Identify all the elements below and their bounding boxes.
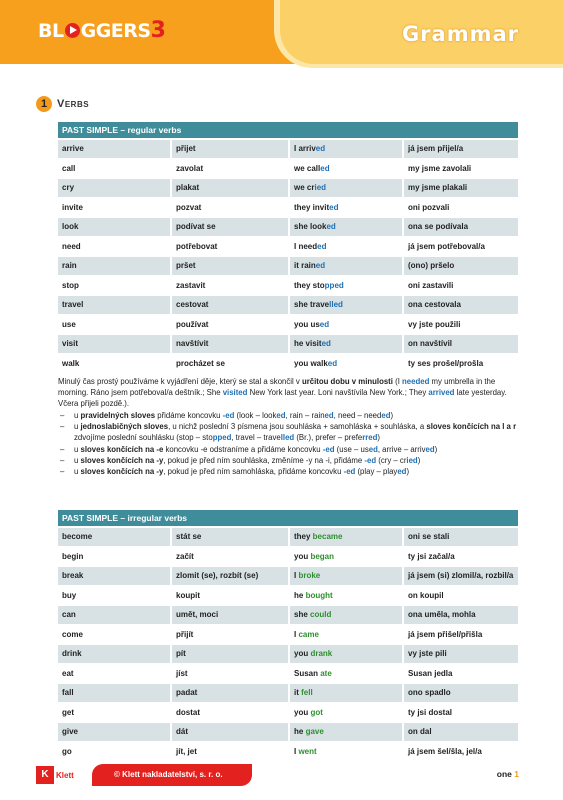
past-form-stem: we cr xyxy=(294,183,315,192)
past-form-stem: they invit xyxy=(294,202,330,212)
example-verb: arrived xyxy=(428,388,455,398)
past-form-stem: you us xyxy=(294,319,320,329)
rule-text: sloves končících na -y xyxy=(80,455,164,465)
past-form-verb: became xyxy=(312,532,343,541)
infinitive-cell: use xyxy=(58,316,170,334)
rule-text: sloves končících na -e xyxy=(80,444,164,454)
translation-cell: dát xyxy=(172,723,288,741)
past-form-ending: ed xyxy=(315,261,326,270)
page-word: one xyxy=(496,769,512,779)
table-row xyxy=(58,275,518,295)
infinitive-cell: fall xyxy=(58,684,170,702)
infinitive-cell: look xyxy=(58,218,170,236)
rule-text: (Br.), prefer – prefe xyxy=(294,433,363,443)
copyright-banner: © Klett nakladatelství, s. r. o. xyxy=(92,764,252,786)
table-row xyxy=(58,721,518,741)
rule-text: -ed xyxy=(222,411,235,420)
infinitive-cell: call xyxy=(58,160,170,178)
rule-text: přidáme koncovku xyxy=(155,411,223,420)
rule-item xyxy=(58,466,518,477)
table-row xyxy=(58,526,518,546)
example-verb: visited xyxy=(222,388,248,398)
czech-past-cell: ona cestovala xyxy=(404,296,518,314)
past-form-cell xyxy=(290,179,402,197)
rule-text: -ed xyxy=(364,455,377,465)
infinitive-cell: become xyxy=(58,528,170,546)
rule-text: (use – us xyxy=(334,444,369,454)
translation-cell: pozvat xyxy=(172,199,288,217)
past-form-stem: she look xyxy=(294,222,327,231)
rule-text: ed xyxy=(276,411,286,420)
rule-text: ed xyxy=(381,411,391,420)
irregular-table-title: PAST SIMPLE – irregular verbs xyxy=(58,510,518,526)
translation-cell: dostat xyxy=(172,704,288,722)
past-form-subject: he xyxy=(294,727,306,736)
regular-verbs-table xyxy=(58,122,518,372)
past-form-verb: went xyxy=(298,746,317,756)
czech-past-cell: on dal xyxy=(404,723,518,741)
czech-past-cell: Susan jedla xyxy=(404,665,518,683)
czech-past-cell: já jsem přišel/přišla xyxy=(404,626,518,644)
past-form-verb: ate xyxy=(320,668,332,678)
past-form-ending: ed xyxy=(329,202,339,212)
czech-past-cell: oni pozvali xyxy=(404,199,518,217)
translation-cell: stát se xyxy=(172,528,288,546)
past-form-subject: I xyxy=(294,746,299,756)
past-form-ending: pped xyxy=(324,280,344,290)
rule-item xyxy=(58,410,518,421)
rule-text: sloves končících na l a r xyxy=(426,422,517,432)
past-form-ending: ed xyxy=(321,339,331,348)
czech-past-cell: oni se stali xyxy=(404,528,518,546)
klett-logo xyxy=(36,766,74,784)
infinitive-cell: give xyxy=(58,723,170,741)
czech-past-cell: on koupil xyxy=(404,587,518,605)
rule-text: pped xyxy=(212,433,232,443)
czech-past-cell: já jsem přijel/a xyxy=(404,140,518,158)
rule-text: lled xyxy=(280,433,295,443)
past-form-cell xyxy=(290,335,402,353)
past-form-subject: I xyxy=(294,571,299,580)
translation-cell: jíst xyxy=(172,665,288,683)
past-form-ending: ed xyxy=(326,222,336,231)
table-row xyxy=(58,682,518,702)
past-form-subject: Susan xyxy=(294,668,321,678)
table-row xyxy=(58,216,518,236)
czech-past-cell: já jsem potřeboval/a xyxy=(404,238,518,256)
rule-text: (cry – cr xyxy=(376,455,407,465)
czech-past-cell: vy jste pili xyxy=(404,645,518,663)
translation-cell: podívat se xyxy=(172,218,288,236)
past-form-verb: broke xyxy=(298,571,321,580)
czech-past-cell: ty jsi začal/a xyxy=(404,548,518,566)
infinitive-cell: visit xyxy=(58,335,170,353)
play-icon xyxy=(65,23,80,38)
past-form-subject: he xyxy=(294,590,306,600)
regular-table-body xyxy=(58,138,518,372)
past-form-cell xyxy=(290,277,402,295)
czech-past-cell: vy jste použili xyxy=(404,316,518,334)
infinitive-cell: begin xyxy=(58,548,170,566)
table-row xyxy=(58,255,518,275)
translation-cell: používat xyxy=(172,316,288,334)
past-form-cell xyxy=(290,548,402,566)
past-form-subject: you xyxy=(294,551,311,561)
table-row xyxy=(58,585,518,605)
table-row xyxy=(58,197,518,217)
infinitive-cell: buy xyxy=(58,587,170,605)
past-form-verb: gave xyxy=(305,727,324,736)
rule-text: -ed xyxy=(343,467,356,477)
rule-text: ) xyxy=(406,467,410,477)
table-row xyxy=(58,546,518,566)
example-verb: needed xyxy=(402,377,430,386)
rule-text: ied xyxy=(406,455,418,465)
translation-cell: jít, jet xyxy=(172,743,288,761)
rule-text: u xyxy=(74,455,81,465)
irregular-table-body xyxy=(58,526,518,760)
rule-item xyxy=(58,421,518,443)
past-form-verb: bought xyxy=(305,590,333,600)
past-form-stem: he visit xyxy=(294,339,322,348)
past-form-stem: they sto xyxy=(294,280,325,290)
page-number-value: 1 xyxy=(514,769,519,779)
past-form-verb: came xyxy=(298,629,319,639)
czech-past-cell: (ono) pršelo xyxy=(404,257,518,275)
table-row xyxy=(58,333,518,353)
translation-cell: umět, moci xyxy=(172,606,288,624)
bloggers-logo xyxy=(38,18,165,43)
past-form-cell xyxy=(290,645,402,663)
rule-text: , arrive – arriv xyxy=(377,444,426,454)
translation-cell: zavolat xyxy=(172,160,288,178)
past-form-subject: it xyxy=(294,688,302,697)
section-heading xyxy=(36,96,89,112)
klett-mark-icon: K xyxy=(36,766,54,784)
rule-text: (look – look xyxy=(234,411,277,420)
translation-cell: pršet xyxy=(172,257,288,275)
past-form-stem: you walk xyxy=(294,358,328,368)
translation-cell: pít xyxy=(172,645,288,663)
past-form-cell xyxy=(290,528,402,546)
explanation-text: late yesterday. Včera přijeli pozdě.). xyxy=(58,388,507,409)
past-form-ending: ed xyxy=(320,163,330,173)
table-row xyxy=(58,294,518,314)
rule-text: ) xyxy=(434,444,438,454)
past-form-cell xyxy=(290,238,402,256)
translation-cell: koupit xyxy=(172,587,288,605)
past-form-cell xyxy=(290,140,402,158)
translation-cell: navštívit xyxy=(172,335,288,353)
rule-text: sloves končících na -y xyxy=(80,467,164,477)
past-form-verb: got xyxy=(310,707,323,717)
past-form-stem: it rain xyxy=(294,261,316,270)
past-form-ending: ed xyxy=(319,319,330,329)
czech-past-cell: já jsem (si) zlomil/a, rozbil/a xyxy=(404,567,518,585)
rule-text: , pokud je před ním souhláska, změníme -y na -i, přidáme xyxy=(163,455,365,465)
rule-text: ) xyxy=(417,455,421,465)
translation-cell: zastavit xyxy=(172,277,288,295)
czech-past-cell: ty jsi dostal xyxy=(404,704,518,722)
past-form-cell xyxy=(290,218,402,236)
rule-text: -ed xyxy=(322,444,335,454)
table-row xyxy=(58,663,518,683)
past-form-verb: began xyxy=(310,551,335,561)
rule-item xyxy=(58,455,518,466)
irregular-verbs-table xyxy=(58,510,518,760)
infinitive-cell: get xyxy=(58,704,170,722)
past-form-subject: I xyxy=(294,629,299,639)
table-row xyxy=(58,177,518,197)
explanation-paragraph xyxy=(58,376,518,410)
past-form-cell xyxy=(290,626,402,644)
rule-text: ed xyxy=(425,444,435,454)
infinitive-cell: break xyxy=(58,567,170,585)
table-row xyxy=(58,138,518,158)
past-form-cell xyxy=(290,704,402,722)
czech-past-cell: ona se podívala xyxy=(404,218,518,236)
rule-text: jednoslabičných sloves xyxy=(80,422,169,432)
table-row xyxy=(58,643,518,663)
past-form-cell xyxy=(290,199,402,217)
explanation-text: (I xyxy=(392,377,403,386)
past-form-cell xyxy=(290,665,402,683)
table-row xyxy=(58,314,518,334)
czech-past-cell: ono spadlo xyxy=(404,684,518,702)
infinitive-cell: arrive xyxy=(58,140,170,158)
past-form-verb: drank xyxy=(310,649,333,658)
table-row xyxy=(58,702,518,722)
czech-past-cell: oni zastavili xyxy=(404,277,518,295)
klett-name: Klett xyxy=(56,770,74,780)
table-row xyxy=(58,624,518,644)
translation-cell: plakat xyxy=(172,179,288,197)
past-form-cell xyxy=(290,567,402,585)
past-form-verb: could xyxy=(310,610,332,619)
past-form-subject: she xyxy=(294,610,311,619)
czech-past-cell: já jsem šel/šla, jel/a xyxy=(404,743,518,761)
explanation-text: New York last year. Loni navštívila New York.; They xyxy=(247,388,429,398)
translation-cell: padat xyxy=(172,684,288,702)
rule-text: ) xyxy=(390,411,394,420)
past-form-subject: you xyxy=(294,649,311,658)
rules-list xyxy=(58,410,518,477)
rule-text: , need – need xyxy=(333,411,382,420)
rule-text: rred xyxy=(362,433,378,443)
table-row xyxy=(58,741,518,761)
past-form-stem: we call xyxy=(294,163,321,173)
infinitive-cell: need xyxy=(58,238,170,256)
past-form-cell xyxy=(290,316,402,334)
table-row xyxy=(58,236,518,256)
rule-text: , u nichž poslední 3 písmena jsou souhláska + samohláska + souhláska, a xyxy=(168,422,427,432)
past-form-cell xyxy=(290,257,402,275)
infinitive-cell: drink xyxy=(58,645,170,663)
infinitive-cell: eat xyxy=(58,665,170,683)
past-form-stem: I need xyxy=(294,241,318,251)
past-form-cell xyxy=(290,743,402,761)
rule-text: ed xyxy=(324,411,334,420)
past-form-ending: ied xyxy=(314,183,327,192)
rule-text: u xyxy=(74,444,81,454)
infinitive-cell: can xyxy=(58,606,170,624)
past-form-cell xyxy=(290,296,402,314)
infinitive-cell: walk xyxy=(58,355,170,373)
rule-text: u xyxy=(74,467,81,477)
past-form-verb: fell xyxy=(301,688,313,697)
past-form-cell xyxy=(290,160,402,178)
infinitive-cell: go xyxy=(58,743,170,761)
past-form-subject: they xyxy=(294,532,313,541)
czech-past-cell: my jsme zavolali xyxy=(404,160,518,178)
regular-table-title: PAST SIMPLE – regular verbs xyxy=(58,122,518,138)
translation-cell: potřebovat xyxy=(172,238,288,256)
rule-text: ed xyxy=(397,467,407,477)
past-form-cell xyxy=(290,355,402,373)
past-form-cell xyxy=(290,723,402,741)
table-row xyxy=(58,158,518,178)
logo-number: 3 xyxy=(150,18,166,43)
page-number xyxy=(497,769,519,779)
czech-past-cell: ty ses prošel/prošla xyxy=(404,355,518,373)
infinitive-cell: come xyxy=(58,626,170,644)
logo-text-2: GGERS xyxy=(80,19,151,42)
czech-past-cell: on navštívil xyxy=(404,335,518,353)
rule-text: (play – play xyxy=(355,467,398,477)
rule-text: ) xyxy=(377,433,380,443)
rule-text: zdvojíme poslední souhlásku (stop – sto xyxy=(74,433,213,443)
rule-text: pravidelných sloves xyxy=(80,411,156,420)
section-title: Grammar xyxy=(401,22,519,46)
logo-text: BL xyxy=(38,19,64,42)
czech-past-cell: ona uměla, mohla xyxy=(404,606,518,624)
infinitive-cell: rain xyxy=(58,257,170,275)
rule-text: ed xyxy=(368,444,378,454)
infinitive-cell: stop xyxy=(58,277,170,295)
table-row xyxy=(58,565,518,585)
past-form-stem: I arriv xyxy=(294,144,316,153)
past-form-ending: ed xyxy=(327,358,338,368)
explanation-bold: určitou dobu v minulosti xyxy=(301,377,393,386)
translation-cell: přijít xyxy=(172,626,288,644)
table-row xyxy=(58,604,518,624)
infinitive-cell: invite xyxy=(58,199,170,217)
past-form-cell xyxy=(290,684,402,702)
past-form-cell xyxy=(290,606,402,624)
rule-text: , travel – trave xyxy=(231,433,281,443)
translation-cell: cestovat xyxy=(172,296,288,314)
past-form-ending: lled xyxy=(329,300,343,309)
rule-text: koncovku -e odstraníme a přidáme koncovku xyxy=(163,444,323,454)
section-heading-text: Verbs xyxy=(57,98,90,110)
section-number-badge: 1 xyxy=(36,96,52,112)
past-form-stem: she trave xyxy=(294,300,330,309)
rule-text: , rain – rain xyxy=(285,411,325,420)
past-form-ending: ed xyxy=(317,241,327,251)
translation-cell: přijet xyxy=(172,140,288,158)
table-row xyxy=(58,353,518,373)
translation-cell: procházet se xyxy=(172,355,288,373)
translation-cell: začít xyxy=(172,548,288,566)
rule-item xyxy=(58,444,518,455)
rule-text: u xyxy=(74,422,81,432)
past-form-subject: you xyxy=(294,707,311,717)
czech-past-cell: my jsme plakali xyxy=(404,179,518,197)
past-form-ending: ed xyxy=(315,144,326,153)
infinitive-cell: travel xyxy=(58,296,170,314)
past-form-cell xyxy=(290,587,402,605)
explanation-text: Minulý čas prostý používáme k vyjádření děje, který se stal a skončil v xyxy=(58,377,302,386)
infinitive-cell: cry xyxy=(58,179,170,197)
rule-text: , pokud je před ním samohláska, přidáme koncovku xyxy=(163,467,344,477)
explanation-text: my umbrella in the morning. Ráno jsem potřeboval/a deštník.; She xyxy=(58,377,496,398)
rule-text: u xyxy=(74,411,81,420)
translation-cell: zlomit (se), rozbít (se) xyxy=(172,567,288,585)
